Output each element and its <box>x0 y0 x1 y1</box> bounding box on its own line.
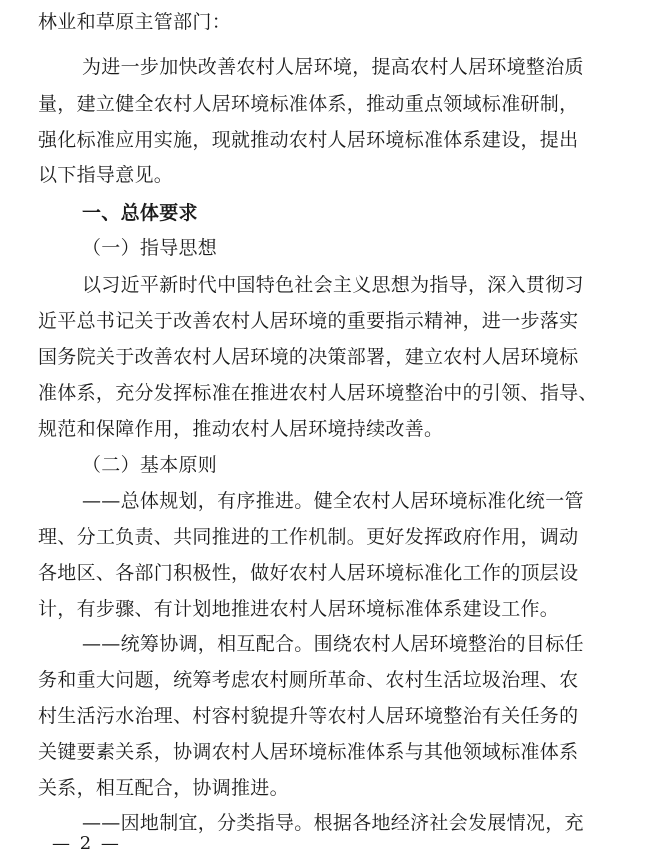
preamble-line: 为进一步加快改善农村人居环境，提高农村人居环境整治质 <box>82 56 584 78</box>
preamble-line: 强化标准应用实施，现就推动农村人居环境标准体系建设，提出 <box>38 129 579 151</box>
body-line: 国务院关于改善农村人居环境的决策部署，建立农村人居环境标 <box>38 346 579 368</box>
subsection-heading: （一）指导思想 <box>82 237 218 259</box>
subsection-heading: （二）基本原则 <box>82 454 218 476</box>
preamble-line: 量，建立健全农村人居环境标准体系，推动重点领域标准研制， <box>38 93 579 115</box>
principle-line: 村生活污水治理、村容村貌提升等农村人居环境整治有关任务的 <box>38 705 579 727</box>
principle-line: 关键要素关系，协调农村人居环境标准体系与其他领域标准体系 <box>38 741 579 763</box>
addressee: 林业和草原主管部门： <box>38 11 232 33</box>
section-heading: 一、总体要求 <box>82 202 198 224</box>
principle-line: 理、分工负责、共同推进的工作机制。更好发挥政府作用，调动 <box>38 526 579 548</box>
principle-line: 各地区、各部门积极性，做好农村人居环境标准化工作的顶层设 <box>38 562 579 584</box>
principle-line: ——总体规划，有序推进。健全农村人居环境标准化统一管 <box>82 490 584 512</box>
principle-line: 计，有步骤、有计划地推进农村人居环境标准体系建设工作。 <box>38 598 560 620</box>
body-line: 以习近平新时代中国特色社会主义思想为指导，深入贯彻习 <box>82 274 584 296</box>
body-line: 准体系，充分发挥标准在推进农村人居环境整治中的引领、指导、 <box>38 382 598 404</box>
page-number: — 2 — <box>52 833 121 854</box>
preamble-line: 以下指导意见。 <box>38 164 174 186</box>
body-line: 近平总书记关于改善农村人居环境的重要指示精神，进一步落实 <box>38 310 579 332</box>
principle-line: 务和重大问题，统筹考虑农村厕所革命、农村生活垃圾治理、农 <box>38 669 579 691</box>
principle-line: ——统筹协调，相互配合。围绕农村人居环境整治的目标任 <box>82 633 584 655</box>
body-line: 规范和保障作用，推动农村人居环境持续改善。 <box>38 418 444 440</box>
principle-line: ——因地制宜，分类指导。根据各地经济社会发展情况，充 <box>82 812 584 834</box>
principle-line: 关系，相互配合，协调推进。 <box>38 777 289 799</box>
